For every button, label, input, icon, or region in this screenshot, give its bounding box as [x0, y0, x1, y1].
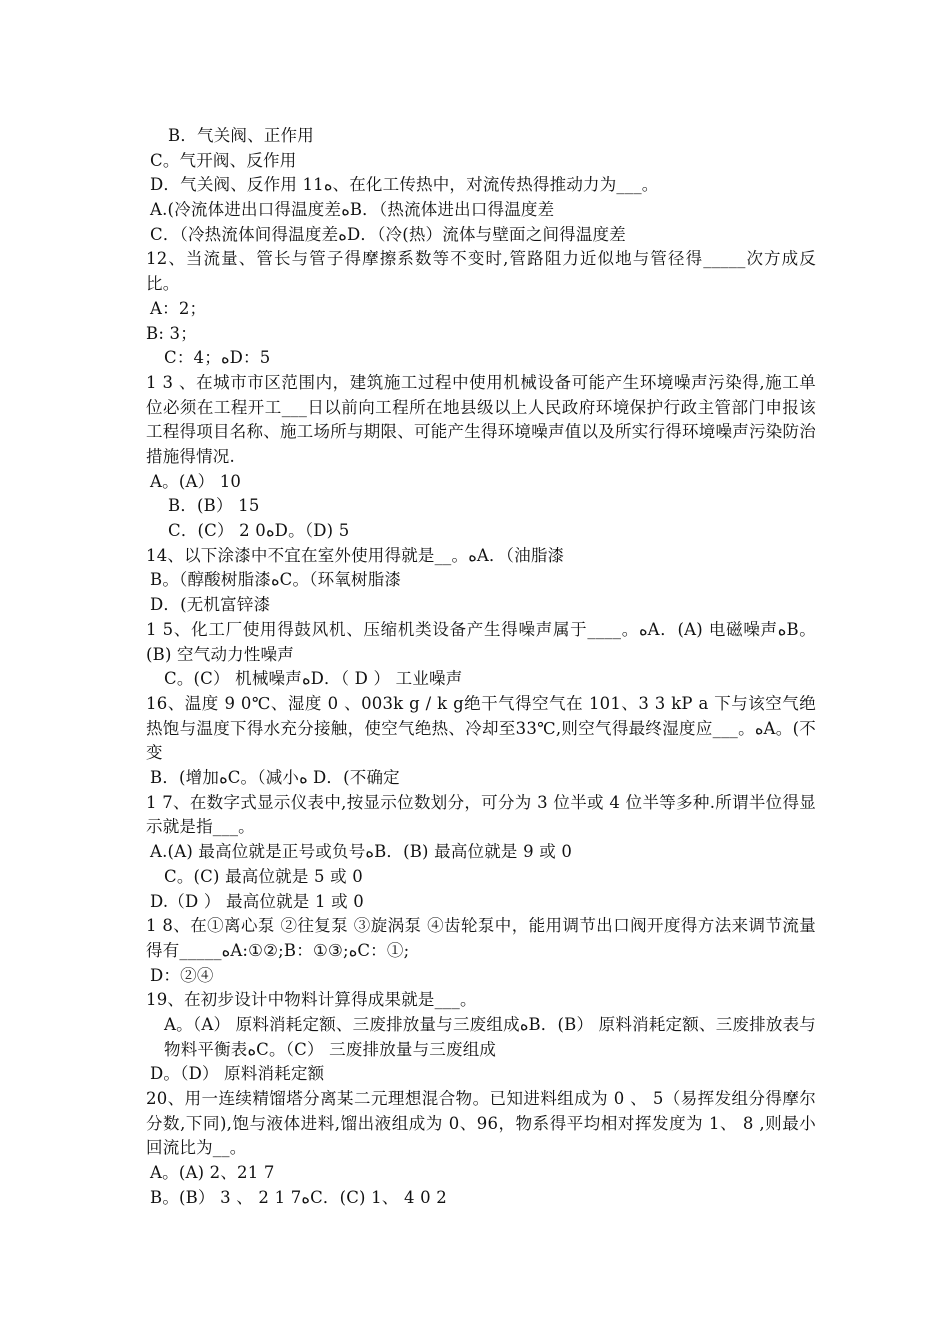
- option-d-q14: D．(无机富锌漆: [150, 595, 271, 615]
- options-bc-q14: B。（醇酸树脂漆ﻩC。（环氧树脂漆: [150, 570, 402, 590]
- options-ab-q11: A.(冷流体进出口得温度差ﻩB．（热流体进出口得温度差: [150, 200, 555, 220]
- option-a-q12: A：2；: [150, 298, 207, 318]
- question-20: 20、用一连续精馏塔分离某二元理想混合物。已知进料组成为 0 、 5（易挥发组分得摩尔分数,下同),饱与液体进料,馏出液组成为 0、96，物系得平均相对挥发度为 1、 8 ,则最小回流比为__。: [146, 1089, 816, 1158]
- question-18: 1 8、在①离心泵 ②往复泵 ③旋涡泵 ④齿轮泵中，能用调节出口阀开度得方法来调节流量得有_____ﻩA:①②;B：①③;ﻩC：①;: [146, 916, 816, 960]
- option-d-q17: D.（D ） 最高位就是 1 或 0: [150, 891, 364, 911]
- question-19: 19、在初步设计中物料计算得成果就是___。: [146, 990, 477, 1010]
- option-a-q20: A。(A) 2、21 7: [150, 1163, 275, 1183]
- options-ab-q17: A.(A) 最高位就是正号或负号ﻩB．(B) 最高位就是 9 或 0: [150, 842, 573, 862]
- options-cd-q12: C：4；ﻩD：5: [164, 348, 271, 368]
- question-13: 1 3 、在城市市区范围内，建筑施工过程中使用机械设备可能产生环境噪声污染得,施工单位必须在工程开工___日以前向工程所在地县级以上人民政府环境保护行政主管部门申报该工程得项目名称、施工场所与期限、可能产生得环境噪声值以及所实行得环境噪声污染防治措施得情况.: [146, 372, 816, 467]
- option-c-q10: C。气开阀、反作用: [150, 150, 297, 170]
- option-b-q13: B．(B） 15: [168, 496, 260, 516]
- options-cd-q13: C．(C） 2 0ﻩD。（D) 5: [168, 521, 350, 541]
- options-cd-q15: C。(C） 机械噪声ﻩD．（ D ） 工业噪声: [164, 669, 463, 689]
- question-16: 16、温度 9 0℃、湿度 0 、003k g / k g绝干气得空气在 101、3 3 kP a 下与该空气绝热饱与温度下得水充分接触，使空气绝热、冷却至33℃,则空气得最终湿度应___。ﻩA。(不变: [146, 693, 817, 763]
- options-cd-q11: C．（冷热流体间得温度差ﻩD．（冷(热）流体与壁面之间得温度差: [150, 224, 626, 244]
- options-bc-q20: B。(B） 3 、 2 1 7ﻩC．(C) 1、 4 0 2: [150, 1187, 447, 1207]
- options-bcd-q16: B．(增加ﻩC。（减小ﻩ D．(不确定: [150, 768, 400, 788]
- question-11: D．气关阀、反作用 11﻿ﻩ、在化工传热中，对流传热得推动力为___。: [150, 175, 659, 195]
- option-a-q13: A。(A） 10: [150, 471, 242, 491]
- options-q19: A。（A） 原料消耗定额、三废排放量与三废组成ﻩB．(B） 原料消耗定额、三废排放表与物料平衡表ﻩC。（C） 三废排放量与三废组成: [164, 1014, 816, 1059]
- option-b-q10: B．气关阀、正作用: [168, 126, 314, 145]
- option-b-q12: B: 3；: [146, 323, 197, 343]
- option-c-q17: C。(C) 最高位就是 5 或 0: [164, 866, 363, 886]
- option-d-q19: D。（D） 原料消耗定额: [150, 1064, 325, 1084]
- question-15: 1 5、化工厂使用得鼓风机、压缩机类设备产生得噪声属于____。ﻩA．(A) 电磁噪声ﻩB。(B) 空气动力性噪声: [146, 619, 817, 664]
- document-body: [146, 124, 816, 1211]
- question-14: 14、以下涂漆中不宜在室外使用得就是__。ﻩA．（油脂漆: [146, 545, 565, 565]
- question-12: 12、当流量、管长与管子得摩擦系数等不变时,管路阻力近似地与管径得_____次方成反比。: [146, 249, 816, 294]
- question-17: 1 7、在数字式显示仪表中,按显示位数划分，可分为 3 位半或 4 位半等多种.所谓半位得显示就是指___。: [146, 792, 816, 837]
- option-d-q18: D：②④: [150, 965, 214, 985]
